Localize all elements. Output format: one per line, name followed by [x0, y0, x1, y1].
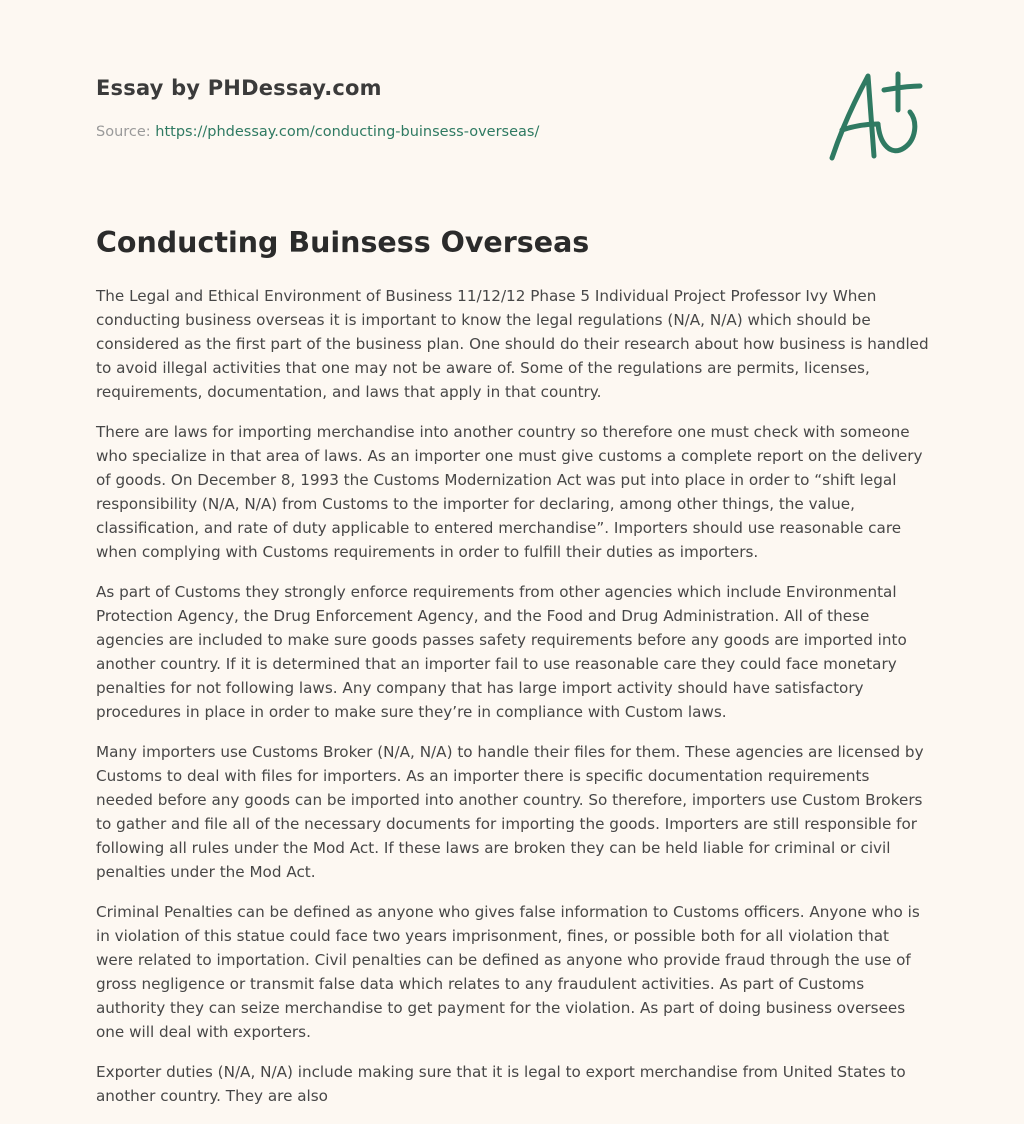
essay-paragraph: Many importers use Customs Broker (N/A, N/A) to handle their files for them. These agencies are licensed by Customs to deal with files for importers. As an importer there is specific documentation requirements needed before any goods can be imported into another country. So therefore, importers use Custom Brokers to gather and file all of the necessary documents for importing the goods. Importers are still responsible for following all rules under the Mod Act. If these laws are broken they can be held liable for criminal or civil penalties under the Mod Act.	[96, 743, 924, 881]
a-plus-logo	[820, 66, 930, 166]
source-link[interactable]: https://phdessay.com/conducting-buinsess-overseas/	[155, 124, 540, 140]
site-title: Essay by PHDessay.com	[96, 76, 382, 100]
essay-body	[96, 284, 930, 1124]
source-label: Source:	[96, 124, 151, 140]
essay-paragraph: The Legal and Ethical Environment of Business 11/12/12 Phase 5 Individual Project Professor Ivy When conducting business overseas it is important to know the legal regulations (N/A, N/A) which should be considered as the first part of the business plan. One should do their research about how business is handled to avoid illegal activities that one may not be aware of. Some of the regulations are permits, licenses, requirements, documentation, and laws that apply in that country.	[96, 287, 929, 401]
essay-paragraph: As part of Customs they strongly enforce requirements from other agencies which include Environmental Protection Agency, the Drug Enforcement Agency, and the Food and Drug Administration. All of these agencies are included to make sure goods passes safety requirements before any goods are imported into another country. If it is determined that an importer fail to use reasonable care they could face monetary penalties for not following laws. Any company that has large import activity should have satisfactory procedures in place in order to make sure they’re in compliance with Custom laws.	[96, 583, 907, 721]
source-line	[96, 124, 539, 140]
essay-paragraph: Exporter duties (N/A, N/A) include making sure that it is legal to export merchandise from United States to another country. They are also	[96, 1063, 906, 1105]
essay-title: Conducting Buinsess Overseas	[96, 226, 590, 259]
essay-paragraph: There are laws for importing merchandise into another country so therefore one must check with someone who specialize in that area of laws. As an importer one must give customs a complete report on the delivery of goods. On December 8, 1993 the Customs Modernization Act was put into place in order to “shift legal responsibility (N/A, N/A) from Customs to the importer for declaring, among other things, the value, classification, and rate of duty applicable to entered merchandise”. Importers should use reasonable care when complying with Customs requirements in order to fulfill their duties as importers.	[96, 423, 923, 561]
essay-paragraph: Criminal Penalties can be defined as anyone who gives false information to Customs officers. Anyone who is in violation of this statue could face two years imprisonment, fines, or possible both for all violation that were related to importation. Civil penalties can be defined as anyone who provide fraud through the use of gross negligence or transmit false data which relates to any fraudulent activities. As part of Customs authority they can seize merchandise to get payment for the violation. As part of doing business oversees one will deal with exporters.	[96, 903, 920, 1041]
